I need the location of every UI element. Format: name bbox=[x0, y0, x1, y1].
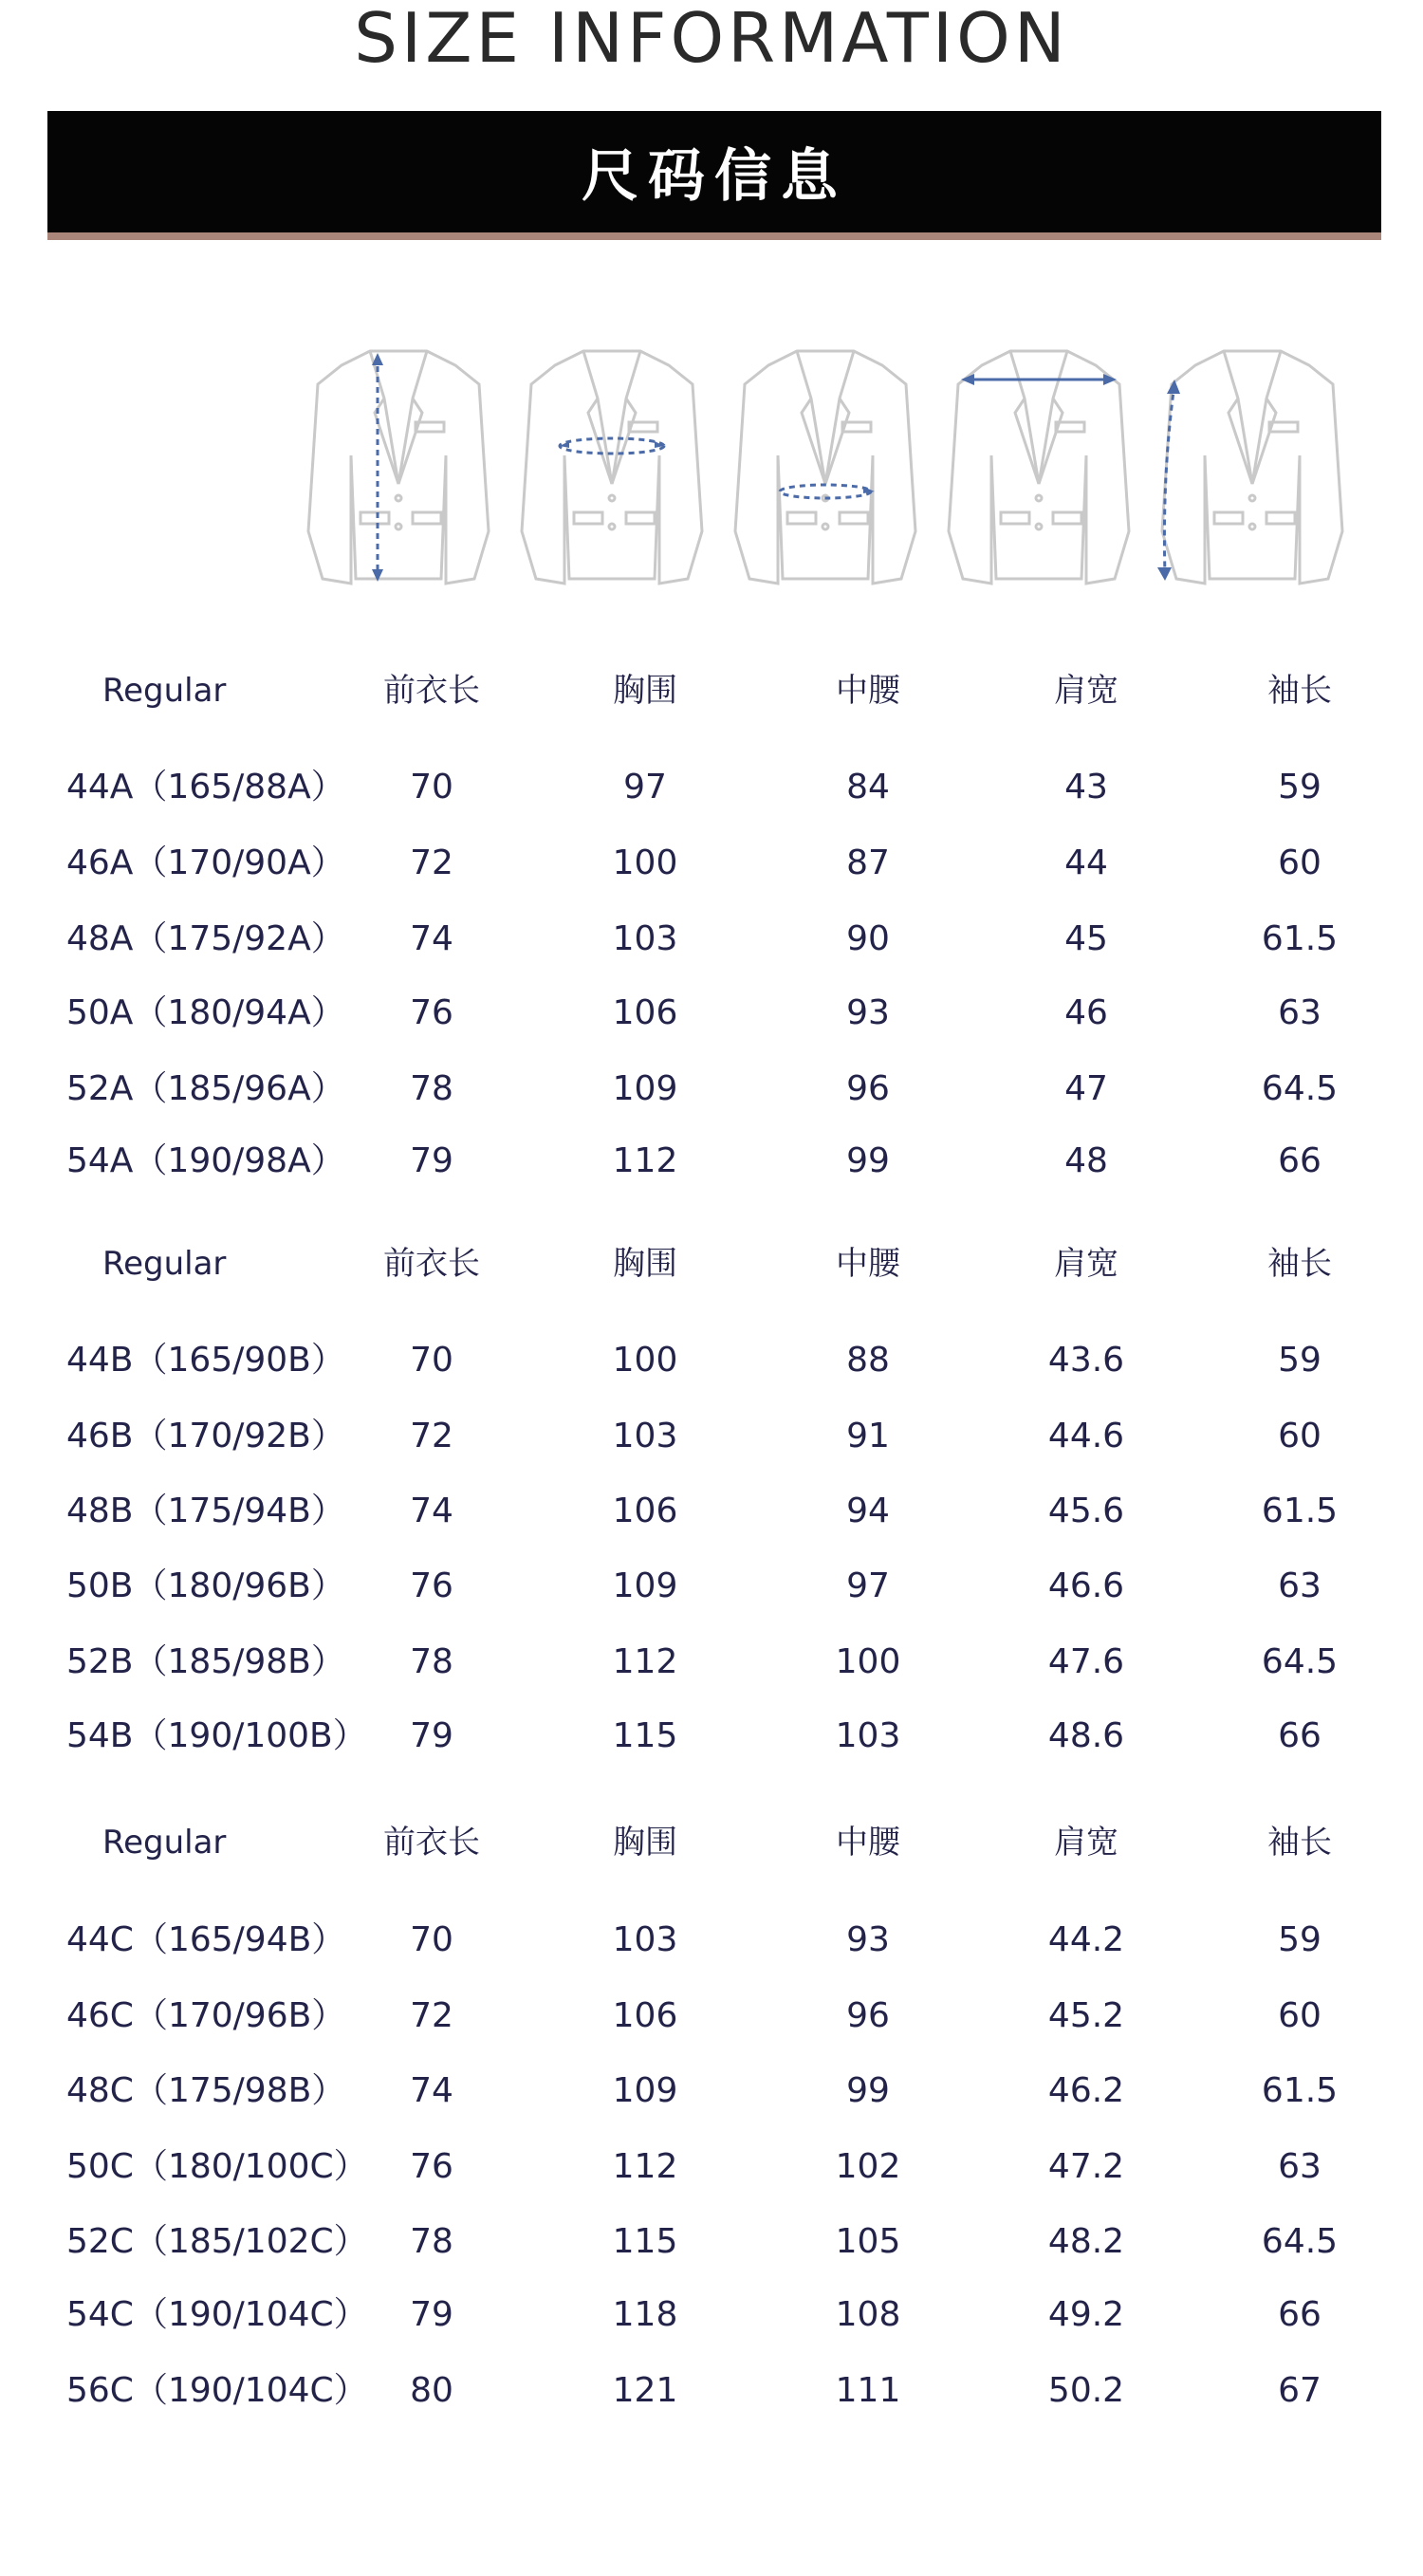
size-info-banner: 尺码信息 bbox=[47, 111, 1381, 232]
measurement-cell: 76 bbox=[410, 2147, 453, 2186]
column-header: 袖长 bbox=[1267, 1824, 1332, 1862]
size-label: 52A（185/96A） bbox=[66, 1069, 345, 1108]
measurement-cell: 47.6 bbox=[1047, 1642, 1125, 1681]
measurement-cell: 46.2 bbox=[1047, 2071, 1125, 2110]
measurement-cell: 70 bbox=[410, 1920, 453, 1959]
measurement-cell: 109 bbox=[612, 1566, 678, 1605]
size-label: 52B（185/98B） bbox=[66, 1642, 345, 1681]
measurement-cell: 60 bbox=[1278, 1417, 1321, 1455]
table-row bbox=[0, 1483, 1423, 1540]
header-fit-label: Regular bbox=[102, 1824, 227, 1862]
size-label: 50B（180/96B） bbox=[66, 1566, 345, 1605]
column-header: 前衣长 bbox=[383, 1245, 480, 1283]
table-row bbox=[0, 1408, 1423, 1465]
measurement-cell: 79 bbox=[410, 2295, 453, 2334]
size-label: 54C（190/104C） bbox=[66, 2295, 368, 2334]
column-header: 中腰 bbox=[836, 1824, 900, 1862]
table-row bbox=[0, 2363, 1423, 2419]
table-row bbox=[0, 985, 1423, 1042]
size-label: 44B（165/90B） bbox=[66, 1341, 345, 1380]
measurement-cell: 94 bbox=[846, 1492, 890, 1530]
measurement-cell: 106 bbox=[612, 993, 678, 1032]
measurement-cell: 118 bbox=[612, 2295, 678, 2334]
measurement-cell: 112 bbox=[612, 1642, 678, 1681]
measurement-cell: 60 bbox=[1278, 843, 1321, 882]
measurement-cell: 90 bbox=[846, 919, 890, 958]
size-label: 46B（170/92B） bbox=[66, 1417, 345, 1455]
measurement-cell: 105 bbox=[835, 2222, 901, 2261]
measurement-cell: 84 bbox=[846, 768, 890, 806]
measurement-cell: 46 bbox=[1064, 993, 1108, 1032]
measurement-cell: 64.5 bbox=[1261, 1069, 1339, 1108]
measurement-cell: 43 bbox=[1064, 768, 1108, 806]
measurement-cell: 79 bbox=[410, 1716, 453, 1755]
measurement-cell: 66 bbox=[1278, 1141, 1321, 1180]
measurement-cell: 66 bbox=[1278, 2295, 1321, 2334]
table-header-row bbox=[0, 1235, 1423, 1292]
column-header: 中腰 bbox=[836, 672, 900, 710]
jacket-shoulder-icon bbox=[949, 351, 1129, 584]
header-fit-label: Regular bbox=[102, 1245, 227, 1283]
measurement-cell: 48 bbox=[1064, 1141, 1108, 1180]
measurement-cell: 59 bbox=[1278, 1920, 1321, 1959]
jacket-front-length-icon bbox=[308, 351, 489, 584]
measurement-cell: 44.6 bbox=[1047, 1417, 1125, 1455]
table-row bbox=[0, 1558, 1423, 1615]
measurement-cell: 103 bbox=[612, 1417, 678, 1455]
measurement-cell: 78 bbox=[410, 2222, 453, 2261]
table-row bbox=[0, 2139, 1423, 2196]
measurement-cell: 76 bbox=[410, 1566, 453, 1605]
measurement-cell: 103 bbox=[612, 919, 678, 958]
measurement-cell: 70 bbox=[410, 1341, 453, 1380]
measurement-cell: 80 bbox=[410, 2371, 453, 2410]
table-row bbox=[0, 835, 1423, 892]
measurement-cell: 45 bbox=[1064, 919, 1108, 958]
measurement-cell: 64.5 bbox=[1261, 2222, 1339, 2261]
page-title: SIZE INFORMATION bbox=[354, 0, 1069, 78]
measurement-cell: 63 bbox=[1278, 2147, 1321, 2186]
size-label: 46A（170/90A） bbox=[66, 843, 345, 882]
measurement-cell: 78 bbox=[410, 1069, 453, 1108]
measurement-cell: 74 bbox=[410, 919, 453, 958]
measurement-cell: 102 bbox=[835, 2147, 901, 2186]
measurement-cell: 97 bbox=[623, 768, 667, 806]
measurement-cell: 109 bbox=[612, 2071, 678, 2110]
measurement-diagrams bbox=[304, 342, 1366, 598]
measurement-cell: 59 bbox=[1278, 1341, 1321, 1380]
measurement-cell: 64.5 bbox=[1261, 1642, 1339, 1681]
column-header: 胸围 bbox=[613, 1245, 677, 1283]
measurement-cell: 63 bbox=[1278, 1566, 1321, 1605]
table-header-row bbox=[0, 662, 1423, 719]
measurement-cell: 72 bbox=[410, 1417, 453, 1455]
measurement-cell: 111 bbox=[835, 2371, 901, 2410]
size-label: 44C（165/94B） bbox=[66, 1920, 346, 1959]
measurement-cell: 72 bbox=[410, 1996, 453, 2035]
measurement-cell: 48.2 bbox=[1047, 2222, 1125, 2261]
size-label: 48B（175/94B） bbox=[66, 1492, 345, 1530]
table-row bbox=[0, 2214, 1423, 2270]
table-row bbox=[0, 1061, 1423, 1118]
size-label: 50A（180/94A） bbox=[66, 993, 345, 1032]
measurement-cell: 93 bbox=[846, 1920, 890, 1959]
measurement-cell: 61.5 bbox=[1261, 1492, 1339, 1530]
measurement-cell: 59 bbox=[1278, 768, 1321, 806]
measurement-cell: 60 bbox=[1278, 1996, 1321, 2035]
column-header: 中腰 bbox=[836, 1245, 900, 1283]
measurement-cell: 106 bbox=[612, 1996, 678, 2035]
table-row bbox=[0, 2287, 1423, 2344]
jacket-chest-icon bbox=[522, 351, 702, 584]
measurement-cell: 99 bbox=[846, 1141, 890, 1180]
measurement-cell: 74 bbox=[410, 1492, 453, 1530]
measurement-cell: 46.6 bbox=[1047, 1566, 1125, 1605]
measurement-cell: 115 bbox=[612, 1716, 678, 1755]
size-label: 48C（175/98B） bbox=[66, 2071, 346, 2110]
table-row bbox=[0, 1133, 1423, 1190]
measurement-cell: 106 bbox=[612, 1492, 678, 1530]
measurement-cell: 49.2 bbox=[1047, 2295, 1125, 2334]
measurement-cell: 100 bbox=[835, 1642, 901, 1681]
measurement-cell: 103 bbox=[835, 1716, 901, 1755]
header-fit-label: Regular bbox=[102, 672, 227, 710]
size-label: 46C（170/96B） bbox=[66, 1996, 346, 2035]
measurement-cell: 79 bbox=[410, 1141, 453, 1180]
size-label: 54A（190/98A） bbox=[66, 1141, 345, 1180]
jacket-sleeve-icon bbox=[1157, 351, 1342, 584]
measurement-cell: 74 bbox=[410, 2071, 453, 2110]
table-row bbox=[0, 1912, 1423, 1969]
size-label: 54B（190/100B） bbox=[66, 1716, 367, 1755]
jacket-waist-icon bbox=[735, 351, 915, 584]
measurement-cell: 96 bbox=[846, 1996, 890, 2035]
measurement-cell: 121 bbox=[612, 2371, 678, 2410]
table-row bbox=[0, 1634, 1423, 1691]
size-label: 50C（180/100C） bbox=[66, 2147, 368, 2186]
size-label: 52C（185/102C） bbox=[66, 2222, 368, 2261]
measurement-cell: 115 bbox=[612, 2222, 678, 2261]
table-row bbox=[0, 1332, 1423, 1389]
measurement-cell: 99 bbox=[846, 2071, 890, 2110]
measurement-cell: 112 bbox=[612, 2147, 678, 2186]
measurement-cell: 45.6 bbox=[1047, 1492, 1125, 1530]
measurement-cell: 96 bbox=[846, 1069, 890, 1108]
banner-accent-strip bbox=[47, 232, 1381, 240]
table-header-row bbox=[0, 1814, 1423, 1871]
measurement-cell: 109 bbox=[612, 1069, 678, 1108]
measurement-cell: 61.5 bbox=[1261, 919, 1339, 958]
measurement-cell: 100 bbox=[612, 1341, 678, 1380]
measurement-cell: 87 bbox=[846, 843, 890, 882]
measurement-cell: 67 bbox=[1278, 2371, 1321, 2410]
measurement-cell: 50.2 bbox=[1047, 2371, 1125, 2410]
measurement-cell: 66 bbox=[1278, 1716, 1321, 1755]
measurement-cell: 88 bbox=[846, 1341, 890, 1380]
measurement-cell: 91 bbox=[846, 1417, 890, 1455]
measurement-cell: 76 bbox=[410, 993, 453, 1032]
measurement-cell: 112 bbox=[612, 1141, 678, 1180]
column-header: 肩宽 bbox=[1054, 672, 1118, 710]
measurement-cell: 47.2 bbox=[1047, 2147, 1125, 2186]
table-row bbox=[0, 1988, 1423, 2045]
column-header: 袖长 bbox=[1267, 672, 1332, 710]
measurement-cell: 61.5 bbox=[1261, 2071, 1339, 2110]
measurement-cell: 70 bbox=[410, 768, 453, 806]
measurement-cell: 45.2 bbox=[1047, 1996, 1125, 2035]
measurement-cell: 108 bbox=[835, 2295, 901, 2334]
measurement-cell: 97 bbox=[846, 1566, 890, 1605]
column-header: 胸围 bbox=[613, 672, 677, 710]
measurement-cell: 63 bbox=[1278, 993, 1321, 1032]
size-label: 44A（165/88A） bbox=[66, 768, 345, 806]
table-row bbox=[0, 1708, 1423, 1765]
measurement-cell: 93 bbox=[846, 993, 890, 1032]
column-header: 前衣长 bbox=[383, 672, 480, 710]
size-label: 48A（175/92A） bbox=[66, 919, 345, 958]
table-row bbox=[0, 2063, 1423, 2120]
measurement-cell: 47 bbox=[1064, 1069, 1108, 1108]
measurement-cell: 44 bbox=[1064, 843, 1108, 882]
table-row bbox=[0, 911, 1423, 968]
column-header: 前衣长 bbox=[383, 1824, 480, 1862]
measurement-cell: 78 bbox=[410, 1642, 453, 1681]
measurement-cell: 43.6 bbox=[1047, 1341, 1125, 1380]
size-label: 56C（190/104C） bbox=[66, 2371, 368, 2410]
measurement-cell: 48.6 bbox=[1047, 1716, 1125, 1755]
measurement-cell: 44.2 bbox=[1047, 1920, 1125, 1959]
column-header: 胸围 bbox=[613, 1824, 677, 1862]
column-header: 袖长 bbox=[1267, 1245, 1332, 1283]
column-header: 肩宽 bbox=[1054, 1824, 1118, 1862]
measurement-cell: 103 bbox=[612, 1920, 678, 1959]
measurement-cell: 72 bbox=[410, 843, 453, 882]
column-header: 肩宽 bbox=[1054, 1245, 1118, 1283]
table-row bbox=[0, 759, 1423, 816]
measurement-cell: 100 bbox=[612, 843, 678, 882]
